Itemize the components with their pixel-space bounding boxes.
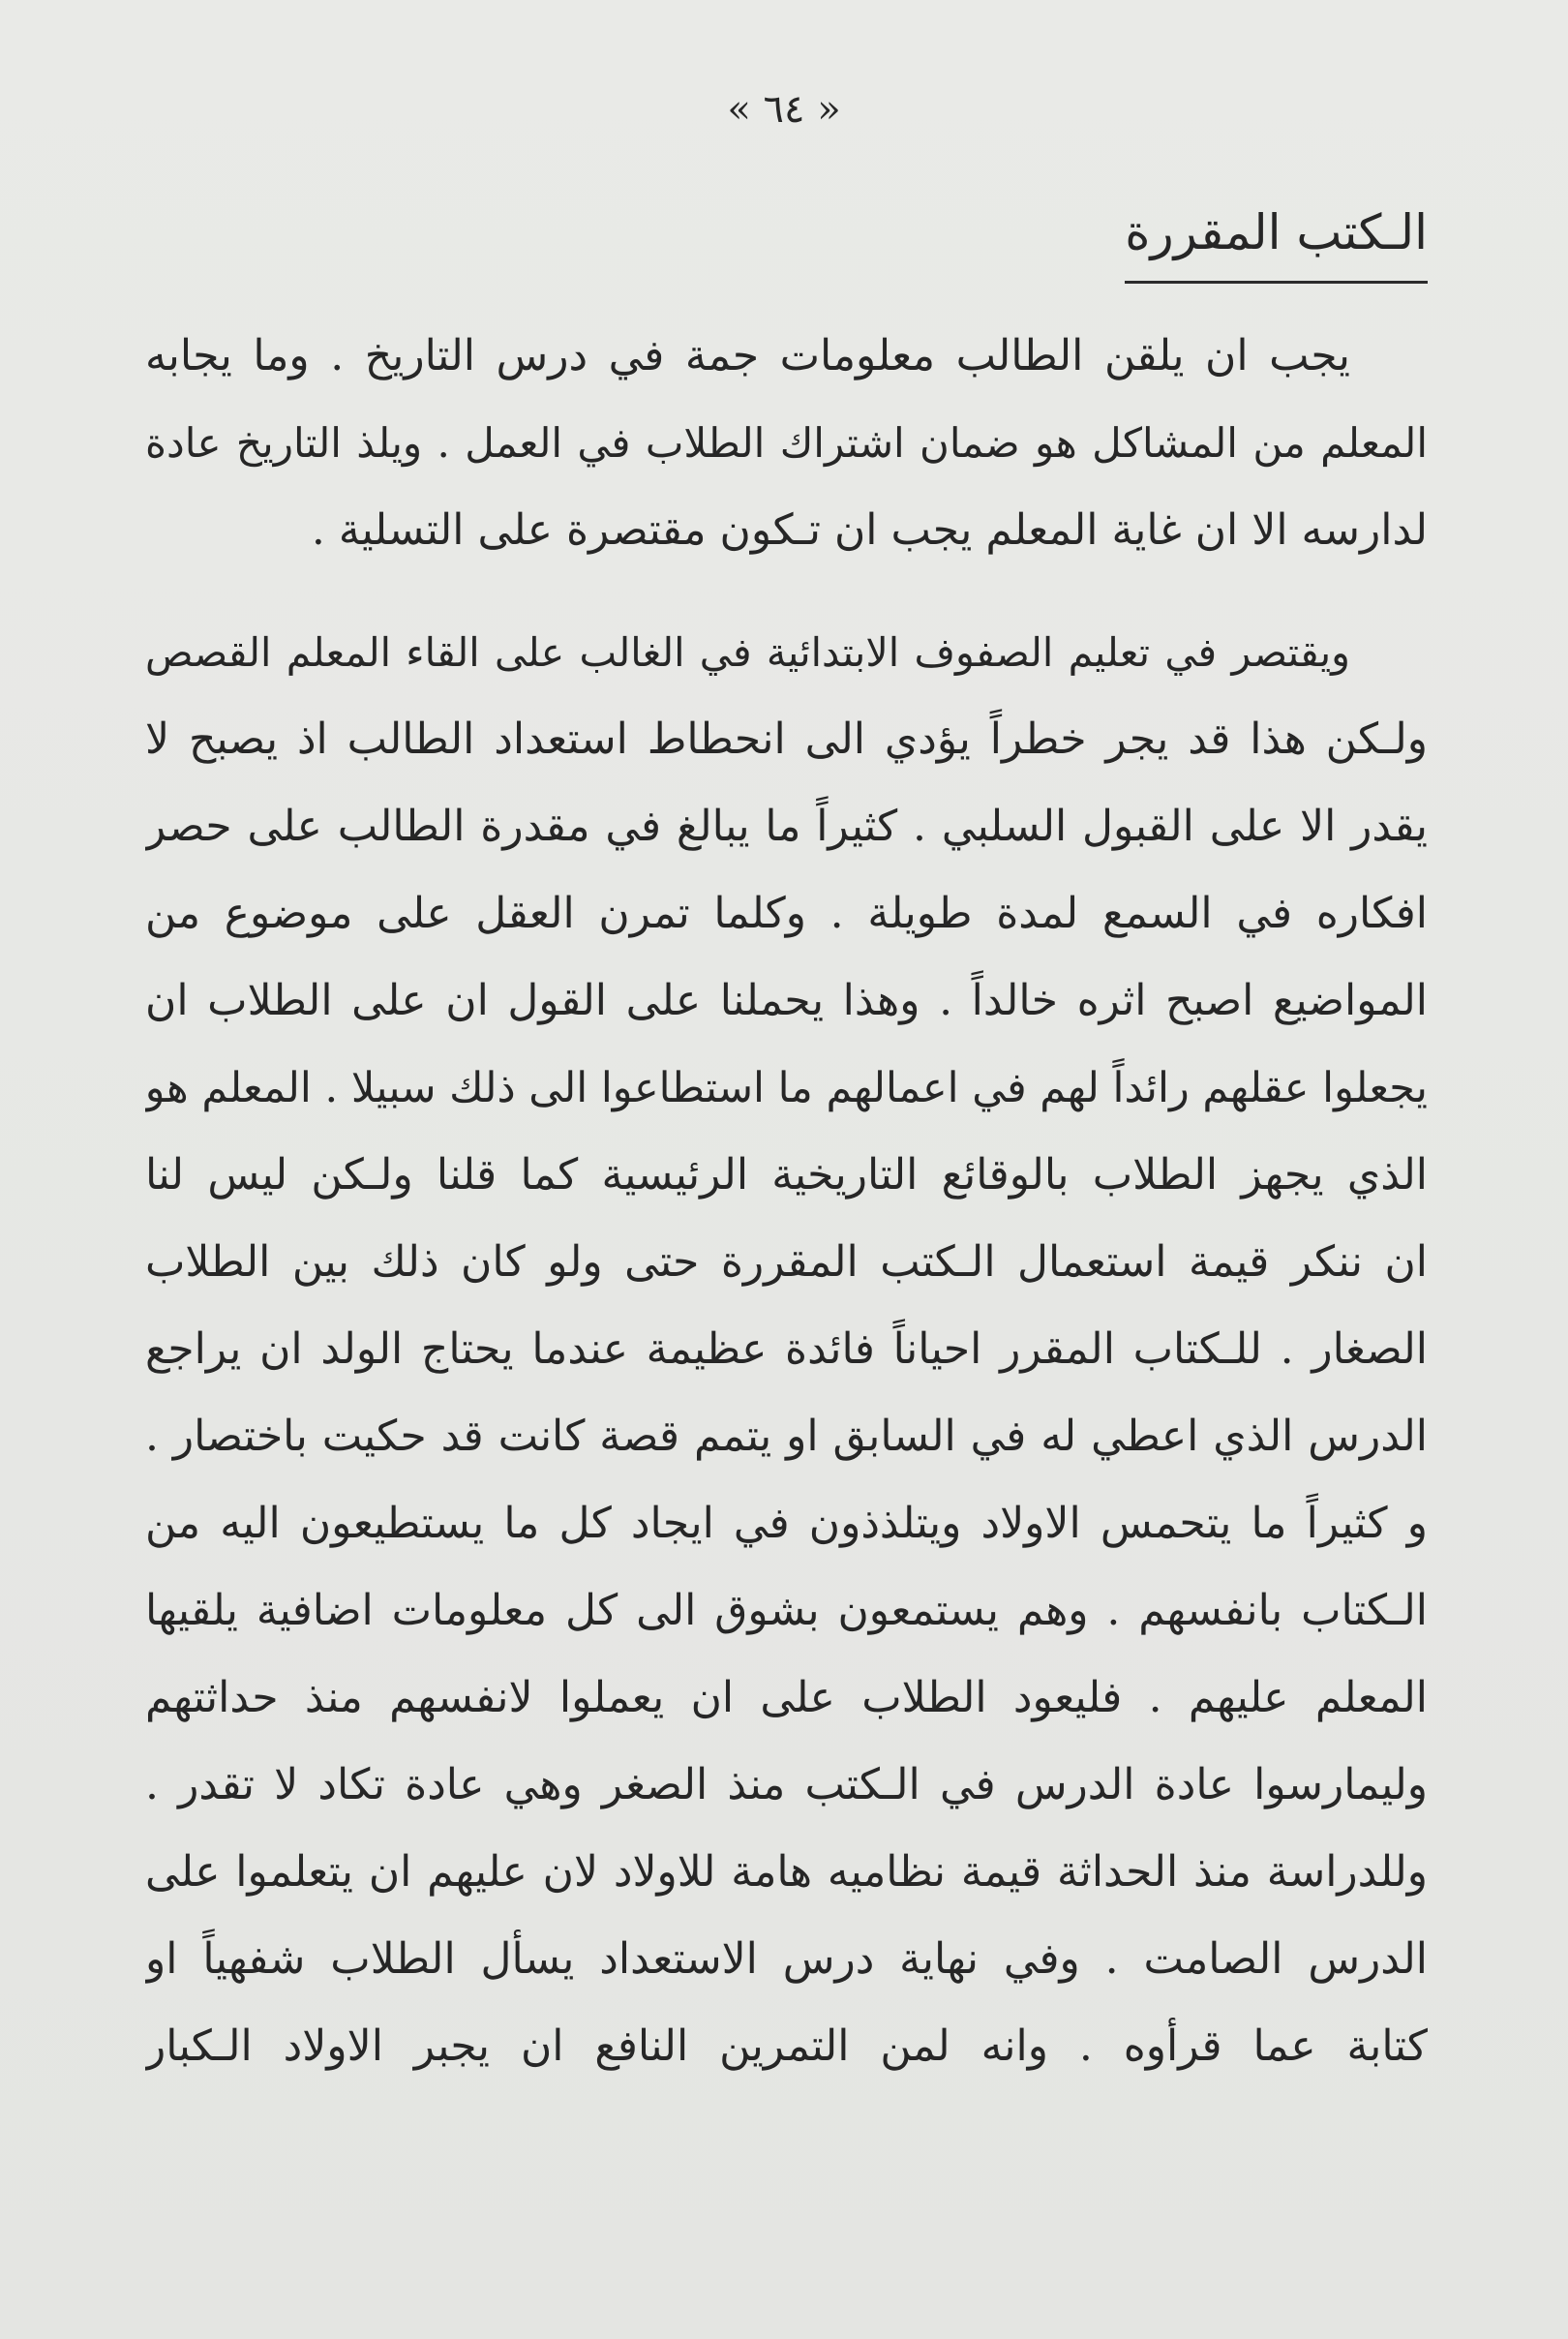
text-line: المعلم من المشاكل هو ضمان اشتراك الطلاب في العمل . ويلذ التاريخ عادة [145, 419, 1428, 467]
text-line: لدارسه الا ان غاية المعلم يجب ان تـكون مقتصرة على التسلية . [311, 505, 1428, 555]
text-line: يقدر الا على القبول السلبي . كثيراً ما يبالغ في مقدرة الطالب على حصر [145, 802, 1428, 851]
paragraph [145, 609, 1428, 2090]
text-line: وللدراسة منذ الحداثة قيمة نظاميه هامة للاولاد لان عليهم ان يتعلموا على [145, 1847, 1428, 1897]
text-line: ان ننكر قيمة استعمال الـكتب المقررة حتى ولو كان ذلك بين الطلاب [145, 1237, 1428, 1287]
text-line: المواضيع اصبح اثره خالداً . وهذا يحملنا على القول ان على الطلاب ان [145, 976, 1428, 1025]
text-line: افكاره في السمع لمدة طويلة . وكلما تمرن العقل على موضوع من [145, 889, 1428, 938]
text-line: الدرس الصامت . وفي نهاية درس الاستعداد يسأل الطلاب شفهياً او [145, 1934, 1428, 1984]
text-line: ويقتصر في تعليم الصفوف الابتدائية في الغالب على القاء المعلم القصص [145, 629, 1350, 676]
text-line: يجب ان يلقن الطالب معلومات جمة في درس التاريخ . وما يجابه [145, 331, 1350, 380]
text-line: وليمارسوا عادة الدرس في الـكتب منذ الصغر وهي عادة تكاد لا تقدر . [145, 1760, 1428, 1809]
text-line: المعلم عليهم . فليعود الطلاب على ان يعملوا لانفسهم منذ حداثتهم [145, 1673, 1428, 1722]
text-line: يجعلوا عقلهم رائداً لهم في اعمالهم ما استطاعوا الى ذلك سبيلا . المعلم هو [145, 1064, 1428, 1112]
body-text [145, 313, 1428, 2090]
page-number: « ٦٤ » [727, 87, 841, 132]
text-line: الدرس الذي اعطي له في السابق او يتمم قصة كانت قد حكيت باختصار . [145, 1412, 1428, 1461]
text-line: ولـكن هذا قد يجر خطراً يؤدي الى انحطاط استعداد الطالب اذ يصبح لا [145, 714, 1428, 764]
section-heading: الـكتب المقررة [1125, 194, 1428, 284]
text-line: و كثيراً ما يتحمس الاولاد ويتلذذون في ايجاد كل ما يستطيعون اليه من [145, 1499, 1428, 1548]
text-line: الصغار . للـكتاب المقرر احياناً فائدة عظيمة عندما يحتاج الولد ان يراجع [145, 1324, 1428, 1374]
text-line: الـكتاب بانفسهم . وهم يستمعون بشوق الى كل معلومات اضافية يلقيها [145, 1586, 1428, 1635]
paragraph [145, 313, 1428, 574]
text-line: الذي يجهز الطلاب بالوقائع التاريخية الرئيسية كما قلنا ولـكن ليس لنا [145, 1150, 1428, 1200]
text-line: كتابة عما قرأوه . وانه لمن التمرين النافع ان يجبر الاولاد الـكبار [145, 2021, 1428, 2071]
